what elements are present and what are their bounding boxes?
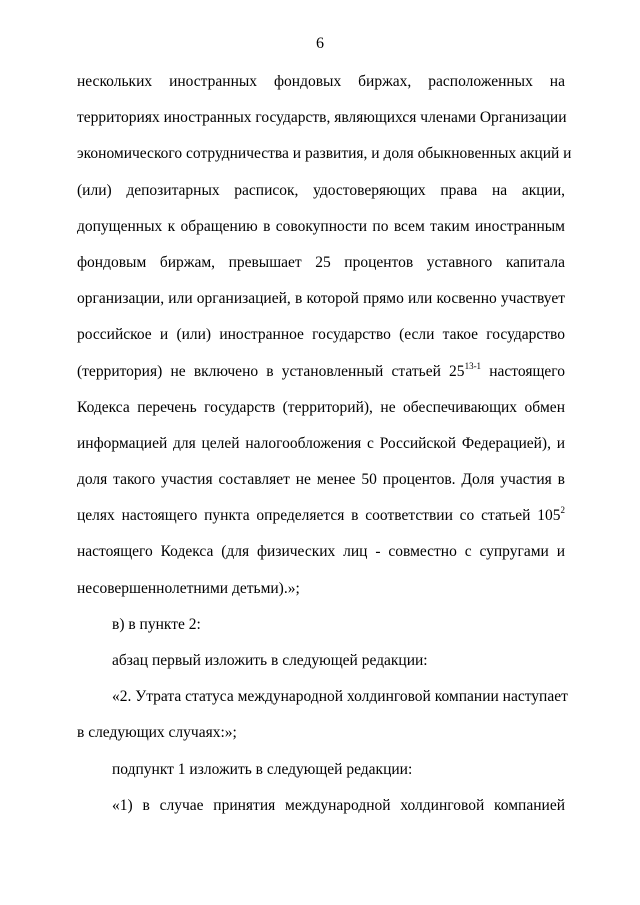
quote-line: «2. Утрата статуса международной холдинговой компании наступает <box>112 688 568 706</box>
text-line: настоящего Кодекса (для физических лиц - совместно с супругами и <box>77 543 565 561</box>
text-line: (или) депозитарных расписок, удостоверяющих права на акции, <box>77 181 565 199</box>
subpoint-start: «1) в случае принятия международной холдинговой компанией <box>112 796 565 814</box>
text-line: организации, или организацией, в которой прямо или косвенно участвует <box>77 290 565 308</box>
text-line: нескольких иностранных фондовых биржах, расположенных на <box>77 73 565 90</box>
text-line: российское и (или) иностранное государство (если такое государство <box>77 326 565 344</box>
article-superscript: 2 <box>560 505 565 516</box>
item-v: в) в пункте 2: <box>112 615 201 633</box>
text-line: информацией для целей налогообложения с Российской Федерацией), и <box>77 434 565 452</box>
quote-line: в следующих случаях:»; <box>77 724 237 742</box>
first-paragraph-instruction: абзац первый изложить в следующей редакции: <box>112 652 428 669</box>
text-line: экономического сотрудничества и развития, и доля обыкновенных акций и <box>77 145 572 163</box>
document-body <box>77 64 572 824</box>
text-segment: настоящего <box>481 362 565 380</box>
text-line: территориях иностранных государств, являющихся членами Организации <box>77 109 567 127</box>
text-line-with-superscript <box>77 354 565 390</box>
text-line: Кодекса перечень государств (территорий), не обеспечивающих обмен <box>77 398 565 416</box>
article-superscript: 13-1 <box>464 360 482 371</box>
text-line: доля такого участия составляет не менее 50 процентов. Доля участия в <box>77 471 565 489</box>
text-segment: (территория) не включено в установленный статьей 25 <box>77 362 465 380</box>
text-line: несовершеннолетними детьми).»; <box>77 579 300 597</box>
text-line: допущенных к обращению в совокупности по всем таким иностранным <box>77 217 565 235</box>
text-segment: целях настоящего пункта определяется в соответствии со статьей 105 <box>77 507 561 525</box>
page-number: 6 <box>316 35 324 52</box>
text-line: фондовым биржам, превышает 25 процентов уставного капитала <box>77 253 565 271</box>
text-line-with-superscript <box>77 498 565 534</box>
subpoint-instruction: подпункт 1 изложить в следующей редакции: <box>112 760 413 778</box>
